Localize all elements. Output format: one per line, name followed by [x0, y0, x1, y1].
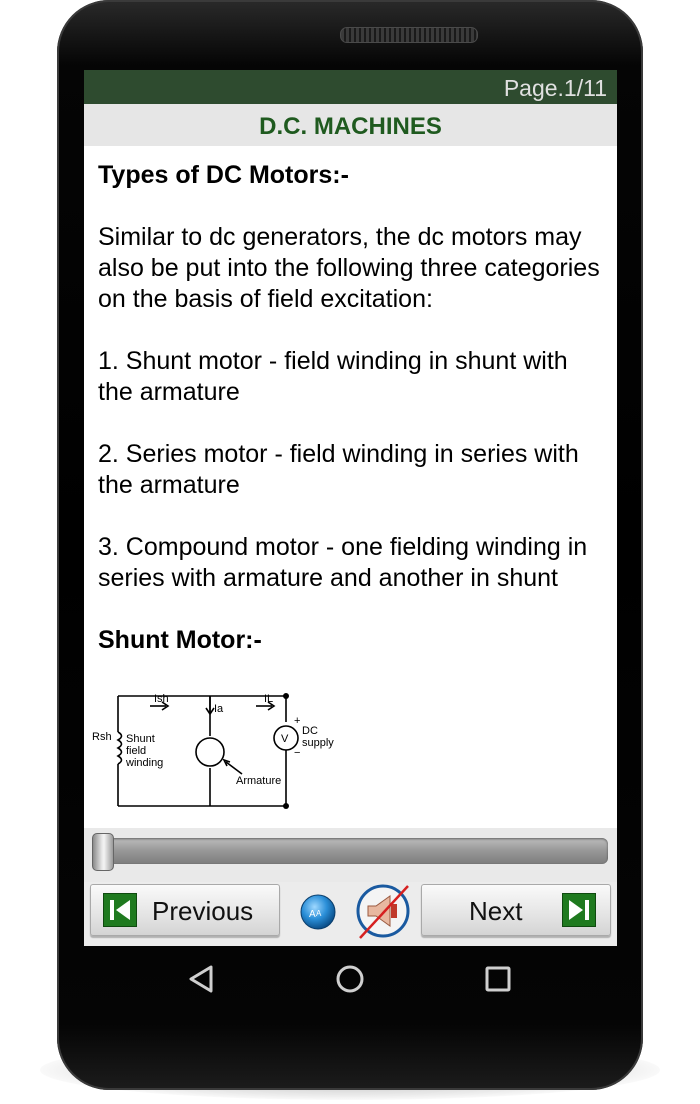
winding-label-line: field	[126, 745, 147, 757]
shunt-motor-circuit-diagram	[90, 690, 372, 826]
plus-sign: +	[294, 715, 301, 727]
section-heading: Types of DC Motors:-	[98, 161, 349, 189]
svg-text:A: A	[316, 909, 322, 918]
previous-label: Previous	[152, 896, 254, 926]
page-slider-thumb[interactable]	[92, 833, 114, 871]
page-slider-area	[84, 828, 617, 882]
winding-label-line: winding	[126, 757, 164, 769]
back-triangle-icon[interactable]	[188, 964, 214, 994]
list-item: 2. Series motor - field winding in series with the armature	[98, 440, 579, 499]
list-item: 1. Shunt motor - field winding in shunt with the armature	[98, 347, 568, 406]
earpiece-speaker	[340, 27, 478, 43]
intro-paragraph: Similar to dc generators, the dc motors may also be put into the following three categories on the basis of field excitation:	[98, 223, 600, 313]
dc-supply-label: DC	[302, 725, 318, 737]
current-ish-label: Ish	[154, 693, 169, 705]
bottom-controls	[84, 882, 617, 946]
header-bar	[84, 70, 617, 104]
system-nav-bar	[84, 946, 617, 1016]
winding-label-line: Shunt	[126, 733, 155, 745]
sound-muted-icon[interactable]	[354, 882, 412, 940]
reading-content[interactable]	[98, 160, 608, 656]
page-slider-track[interactable]	[92, 838, 608, 864]
voltmeter-label: V	[281, 733, 289, 745]
list-item: 3. Compound motor - one fielding winding in series with armature and another in shunt	[98, 533, 588, 592]
page-title: D.C. MACHINES	[259, 113, 442, 140]
page-indicator: Page.1/11	[503, 75, 607, 101]
next-label: Next	[469, 896, 523, 926]
armature-label: Armature	[236, 775, 282, 787]
recents-square-icon[interactable]	[485, 964, 511, 994]
skip-next-icon	[562, 893, 596, 927]
next-button[interactable]	[421, 884, 611, 936]
title-bar	[84, 104, 617, 146]
font-size-icon[interactable]	[300, 894, 336, 930]
home-circle-icon[interactable]	[335, 964, 365, 994]
minus-sign: −	[294, 747, 301, 759]
previous-button[interactable]	[90, 884, 280, 936]
rsh-label: Rsh	[92, 731, 112, 743]
section-heading: Shunt Motor:-	[98, 626, 262, 654]
app-screen	[84, 70, 617, 946]
current-il-label: IL	[264, 693, 274, 705]
svg-text:A: A	[309, 909, 316, 920]
skip-previous-icon	[103, 893, 137, 927]
current-ia-label: Ia	[214, 703, 224, 715]
dc-supply-label: supply	[302, 737, 334, 749]
